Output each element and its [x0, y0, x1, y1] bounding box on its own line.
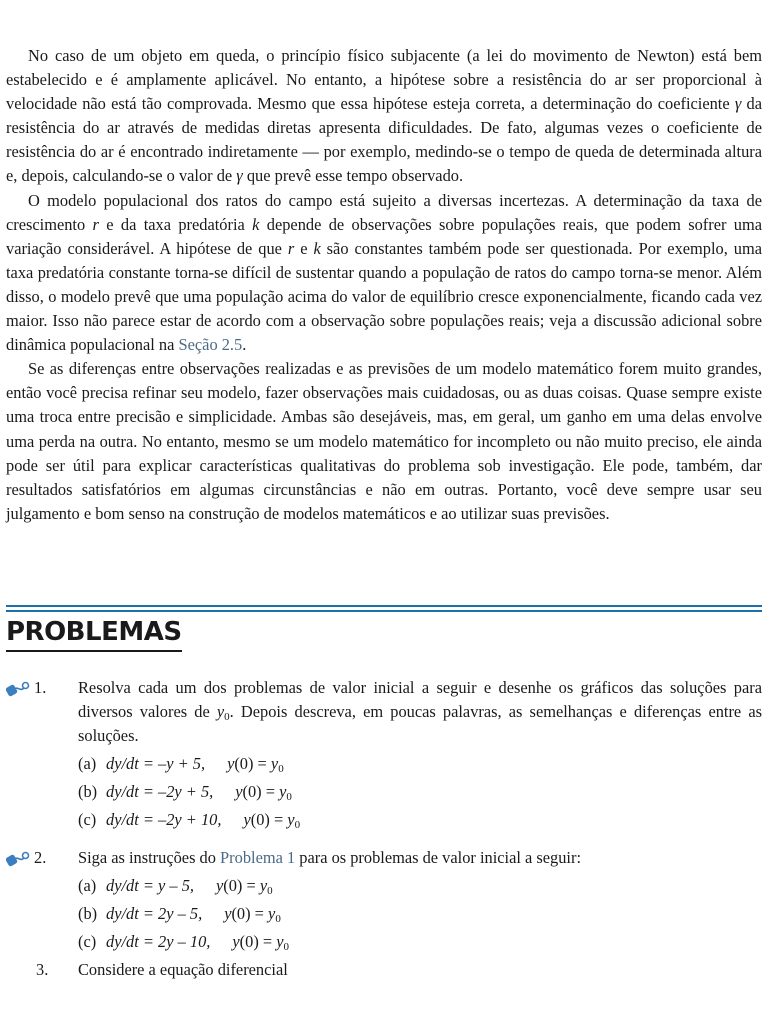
- technology-icon-graphic: [6, 680, 30, 698]
- initial-condition: [216, 874, 273, 898]
- text-run: Se as diferenças entre observações realizadas e as previsões de um modelo matemático forem muito grandes, então você precisa refinar seu modelo, fazer observações mais cuidadosas, ou as duas coisas. Quase sempre existe uma troca entre precisão e simplicidade. Ambas são desejáveis, mas, em geral, um ganho em uma delas envolve uma perda na outra. No entanto, mesmo se um modelo matemático for incompleto ou não muito preciso, ele ainda pode ser útil para explicar características qualitativas do problema sob investigação. Ele pode, também, dar resultados satisfatórios em algumas circunstâncias e não em outras. Portanto, você deve sempre usar seu julgamento e bom senso na construção de modelos matemáticos e ao utilizar suas previsões.: [6, 359, 762, 523]
- technology-icon: [6, 680, 30, 698]
- problem-part: [78, 930, 762, 954]
- text-run: O modelo populacional dos ratos do campo está sujeito a diversas incertezas. A determinação da taxa de crescimento: [6, 190, 762, 234]
- var-k: k: [313, 238, 321, 258]
- var-k: k: [252, 214, 260, 234]
- text-run: (0) =: [223, 876, 260, 895]
- subscript: 0: [224, 711, 230, 723]
- var-r: r: [92, 214, 99, 234]
- gamma-symbol: γ: [734, 94, 742, 114]
- text-run: Siga as instruções do: [78, 848, 221, 867]
- text-run: e: [294, 238, 314, 258]
- problem-item: [6, 676, 762, 832]
- text-run: são constantes também pode ser questionada. Por exemplo, uma taxa predatória constante torna-se difícil de sustentar quando a população de ratos do campo torna-se menor. Além disso, o modelo prevê que uma população acima do valor de equilíbrio cresce exponencialmente, ficando cada vez maior. Isso não parece estar de acordo com a observação sobre populações reais; veja a discussão adicional sobre dinâmica populacional na: [6, 238, 763, 355]
- var-y: y: [259, 876, 268, 895]
- initial-condition: [235, 780, 292, 804]
- gamma-symbol: γ: [236, 166, 243, 186]
- problem-statement: [78, 676, 762, 748]
- subscript: 0: [286, 791, 292, 803]
- text-run: No caso de um objeto em queda, o princípio físico subjacente (a lei do movimento de Newton) está bem estabelecido e é amplamente aplicável. No entanto, a hipótese sobre a resistência do ar ser proporcional à velocidade não está tão comprovada. Mesmo que essa hipótese esteja correta, a determinação do coeficiente: [6, 46, 762, 114]
- problem-number: 2.: [34, 848, 47, 867]
- problem-1-link[interactable]: Problema 1: [220, 848, 296, 867]
- differential-equation: dy/dt = –2y + 10,: [106, 810, 222, 829]
- var-y: y: [232, 932, 240, 951]
- var-y: y: [235, 782, 243, 801]
- problem-part: [78, 874, 762, 898]
- var-y: y: [268, 904, 276, 923]
- problem-part: [78, 780, 762, 804]
- section-2-5-link[interactable]: Seção 2.5: [178, 335, 243, 355]
- text-run: .: [242, 335, 247, 355]
- part-label: (c): [78, 810, 97, 829]
- technology-icon: [6, 850, 30, 868]
- var-y: y: [216, 702, 225, 721]
- var-y: y: [287, 810, 295, 829]
- part-label: (c): [78, 932, 97, 951]
- differential-equation: dy/dt = –y + 5,: [106, 754, 206, 773]
- problem-number: 1.: [34, 678, 47, 697]
- initial-condition: [243, 808, 300, 832]
- problem-part: [78, 808, 762, 832]
- problem-item: [6, 958, 762, 982]
- differential-equation: dy/dt = 2y – 5,: [106, 904, 203, 923]
- text-run: Considere a equação diferencial: [78, 960, 288, 979]
- divider-line: [6, 610, 762, 612]
- problem-part: [78, 902, 762, 926]
- var-y: y: [243, 810, 251, 829]
- subscript: 0: [275, 913, 281, 925]
- initial-condition: [227, 752, 284, 776]
- differential-equation: dy/dt = 2y – 10,: [106, 932, 211, 951]
- text-run: (0) =: [234, 754, 271, 773]
- var-y: y: [216, 876, 224, 895]
- var-r: r: [287, 238, 295, 258]
- subscript: 0: [267, 885, 273, 897]
- paragraph-field-mice: [6, 189, 762, 358]
- var-y: y: [270, 754, 279, 773]
- technology-icon-graphic: [6, 850, 30, 868]
- differential-equation: dy/dt = –2y + 5,: [106, 782, 214, 801]
- initial-condition: [224, 902, 281, 926]
- text-run: depende de observações sobre populações reais, que podem sofrer uma variação considerável. A hipótese de que: [6, 214, 762, 258]
- text-run: Resolva cada um dos problemas de valor inicial a seguir e desenhe os gráficos das soluções para diversos valores de: [78, 678, 762, 721]
- var-y: y: [279, 782, 287, 801]
- text-run: e da taxa predatória: [98, 214, 253, 234]
- part-label: (a): [78, 754, 97, 773]
- body-text-block: [6, 44, 762, 526]
- text-run: que prevê esse tempo observado.: [242, 166, 464, 186]
- paragraph-falling-object: [6, 44, 762, 189]
- problems-list: [6, 676, 762, 982]
- initial-condition: [232, 930, 289, 954]
- problem-number: 3.: [36, 960, 49, 979]
- section-title: PROBLEMAS: [6, 616, 182, 652]
- var-y: y: [276, 932, 284, 951]
- divider-line: [6, 605, 762, 607]
- problem-statement: [78, 846, 762, 870]
- problem-statement: [78, 958, 762, 982]
- differential-equation: dy/dt = y – 5,: [106, 876, 194, 895]
- text-run: para os problemas de valor inicial a seguir:: [295, 848, 581, 867]
- text-run: (0) =: [231, 904, 269, 923]
- var-y: y: [227, 754, 235, 773]
- var-y: y: [224, 904, 232, 923]
- subscript: 0: [283, 941, 290, 953]
- text-run: da resistência do ar através de medidas diretas apresenta dificuldades. De fato, algumas vezes o coeficiente de resistência do ar é encontrado indiretamente — por exemplo, medindo-se o tempo de queda de determinada altura e, depois, calculando-se o valor de: [6, 94, 762, 186]
- subscript: 0: [294, 819, 301, 831]
- text-run: (0) =: [239, 932, 277, 951]
- paragraph-model-accuracy: [6, 357, 762, 526]
- part-label: (b): [78, 782, 98, 801]
- subscript: 0: [278, 763, 284, 775]
- text-run: (0) =: [242, 782, 280, 801]
- problem-part: [78, 752, 762, 776]
- part-label: (b): [78, 904, 98, 923]
- text-run: (0) =: [250, 810, 288, 829]
- text-run: . Depois descreva, em poucas palavras, as semelhanças e diferenças entre as soluções.: [78, 702, 763, 745]
- part-label: (a): [78, 876, 97, 895]
- problem-item: [6, 846, 762, 954]
- section-divider: [6, 605, 762, 612]
